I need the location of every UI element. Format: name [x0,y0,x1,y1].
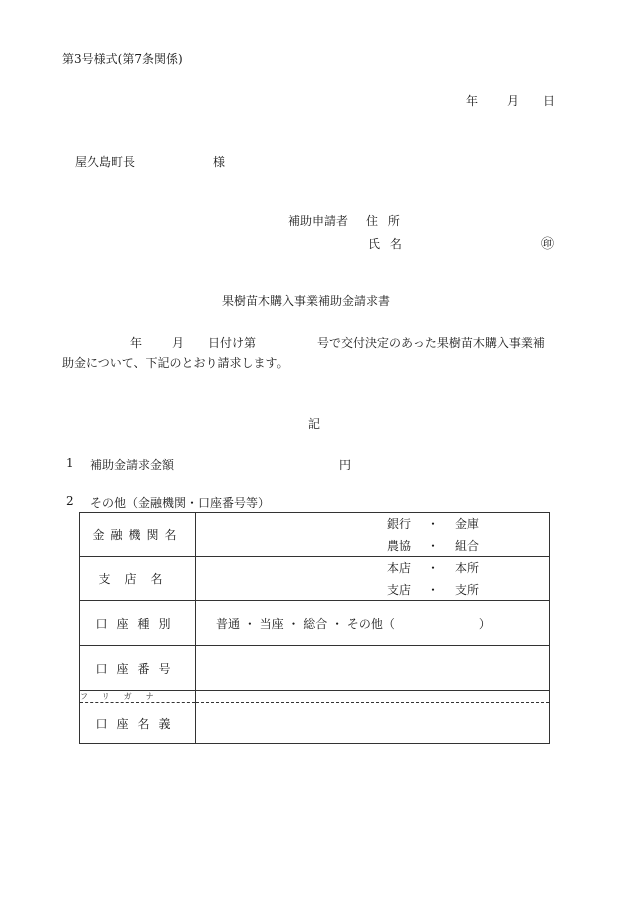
applicant-role: 補助申請者 [288,214,349,228]
institution-label: 金融機関名 [80,513,196,557]
body-year: 年 [130,336,143,350]
date-month: 月 [507,94,520,108]
institution-options[interactable] [196,513,550,557]
body-line2: 助金について、下記のとおり請求します。 [62,356,289,370]
account-type-row [80,601,550,646]
account-number-label: 口座番号 [80,646,196,691]
bank-info-table [79,512,550,744]
account-type-options[interactable]: 普通 ・ 当座 ・ 総合 ・ その他（ ） [196,601,550,646]
branch-options[interactable] [196,557,550,601]
option-shinkin[interactable]: 金庫 [454,517,479,531]
option-head-office[interactable]: 本所 [454,561,479,575]
furigana-row [80,691,550,703]
applicant-name-label: 氏 名 [368,237,405,251]
form-number: 第3号様式(第7条関係) [62,52,183,66]
account-holder-row [80,703,550,744]
ki-heading: 記 [308,417,321,431]
item2-number: 2 [66,494,74,508]
date-year: 年 [466,94,479,108]
date-day: 日 [543,94,556,108]
item1-number: 1 [66,456,74,470]
option-dot: ・ [426,561,439,575]
branch-label: 支店名 [80,557,196,601]
addressee-honorific: 様 [213,155,226,169]
seal-mark: ㊞ [541,237,555,252]
account-number-field[interactable] [196,646,550,691]
option-branch[interactable]: 支店 [387,583,412,597]
body-month: 月 [172,336,185,350]
item1-label: 補助金請求金額 [90,458,175,472]
option-noukyou[interactable]: 農協 [387,539,412,553]
option-bank[interactable]: 銀行 [387,517,412,531]
furigana-label: フリガナ [80,691,196,703]
body-day: 日付け第 [208,336,257,350]
body-rest: 号で交付決定のあった果樹苗木購入事業補 [317,336,545,350]
document-title: 果樹苗木購入事業補助金請求書 [222,294,391,308]
account-holder-label: 口座名義 [80,703,196,744]
furigana-field[interactable] [196,691,550,703]
institution-row [80,513,550,557]
branch-row [80,557,550,601]
option-head[interactable]: 本店 [387,561,412,575]
option-dot: ・ [426,539,439,553]
account-type-label: 口座種別 [80,601,196,646]
option-dot: ・ [426,583,439,597]
option-dot: ・ [426,517,439,531]
item1-unit: 円 [339,458,352,472]
applicant-address-label: 住 所 [366,214,403,228]
addressee-name: 屋久島町長 [75,155,136,169]
item2-label: その他（金融機関・口座番号等） [90,496,271,510]
account-holder-field[interactable] [196,703,550,744]
option-branch-office[interactable]: 支所 [454,583,479,597]
account-number-row [80,646,550,691]
option-kumiai[interactable]: 組合 [454,539,479,553]
